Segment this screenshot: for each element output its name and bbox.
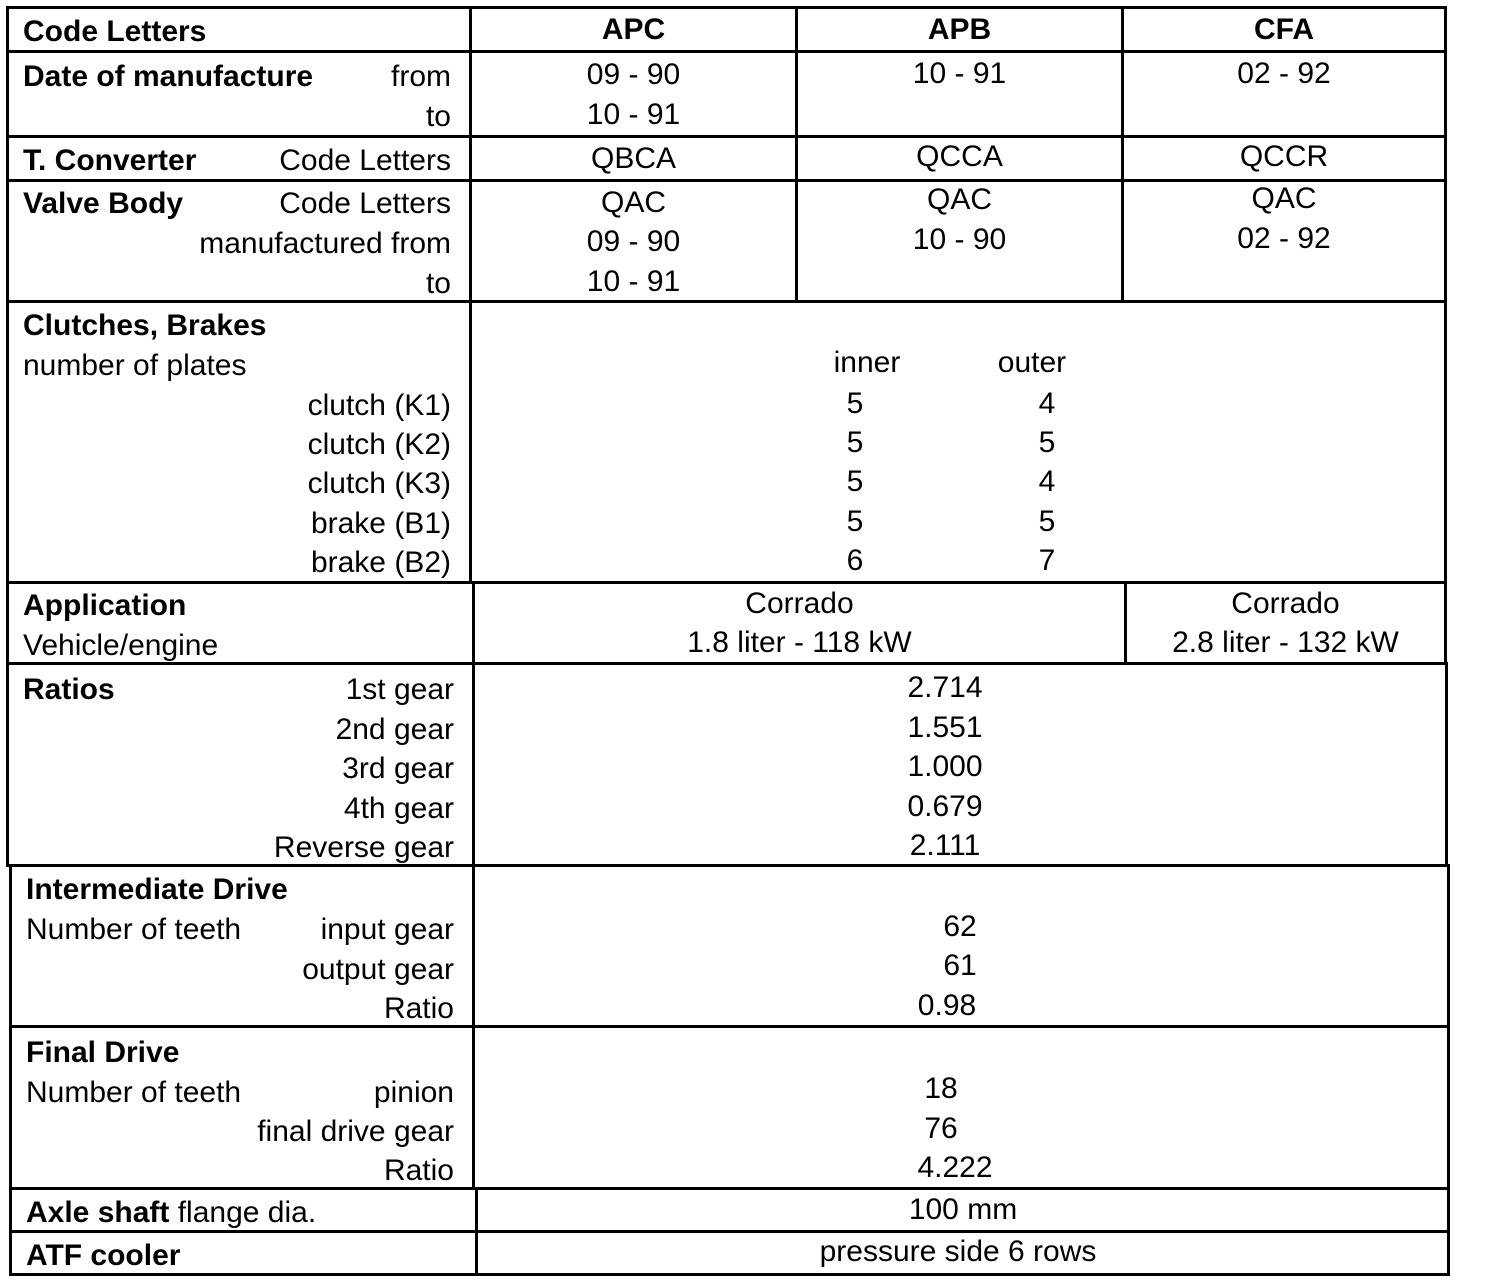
clutches-brakes-label: Clutches, Brakes xyxy=(23,309,267,342)
converter-label-cell xyxy=(6,135,472,182)
final-drive-gear-label: final drive gear xyxy=(257,1115,454,1148)
brake-b1-label: brake (B1) xyxy=(310,507,451,540)
ratios-label-cell xyxy=(6,662,475,867)
b2-outer: 7 xyxy=(1038,544,1056,577)
atf-label-cell xyxy=(9,1230,478,1276)
valve-cfa-cell xyxy=(1121,179,1447,303)
gear-3rd-label: 3rd gear xyxy=(342,752,454,785)
axle-shaft-label-rest: flange dia. xyxy=(169,1196,317,1229)
converter-sublabel: Code Letters xyxy=(279,144,451,177)
k3-outer: 4 xyxy=(1038,465,1056,498)
date-label-cell xyxy=(6,50,472,138)
application-right-vehicle: Corrado xyxy=(1231,587,1340,620)
ratios-label: Ratios xyxy=(23,673,115,706)
number-of-plates-label: number of plates xyxy=(23,349,247,382)
code-cfa-cell xyxy=(1121,6,1447,53)
b2-inner: 6 xyxy=(846,544,864,577)
final-drive-label: Final Drive xyxy=(26,1036,180,1069)
intermediate-teeth-label: Number of teeth xyxy=(26,913,242,946)
outer-column-header: outer xyxy=(997,346,1067,379)
axle-value-cell xyxy=(475,1187,1450,1233)
code-letters-label-cell xyxy=(6,6,472,53)
valve-cfa-code: QAC xyxy=(1251,182,1317,215)
k2-outer: 5 xyxy=(1038,426,1056,459)
clutch-k2-label: clutch (K2) xyxy=(307,428,451,461)
input-gear-label: input gear xyxy=(320,913,454,946)
final-drive-label-cell xyxy=(9,1025,475,1190)
converter-cfa-cell xyxy=(1121,135,1447,182)
date-to-label: to xyxy=(425,100,451,133)
valve-apb-from: 10 - 90 xyxy=(912,223,1007,256)
ratio-2nd: 1.551 xyxy=(907,711,983,744)
code-apb-cell xyxy=(795,6,1124,53)
date-cfa-cell xyxy=(1121,50,1447,138)
ratio-4th: 0.679 xyxy=(907,790,983,823)
application-label: Application xyxy=(23,589,187,622)
date-apb-from: 10 - 91 xyxy=(912,57,1007,90)
intermediate-values-cell xyxy=(472,864,1450,1028)
b1-inner: 5 xyxy=(846,505,864,538)
valve-body-label: Valve Body xyxy=(23,187,184,220)
clutches-label-cell xyxy=(6,300,472,584)
atf-cooler-value: pressure side 6 rows xyxy=(819,1235,1097,1268)
final-ratio-label: Ratio xyxy=(383,1154,454,1187)
valve-cfa-from: 02 - 92 xyxy=(1237,222,1331,255)
clutch-k3-label: clutch (K3) xyxy=(307,467,451,500)
valve-to-label: to xyxy=(425,267,451,300)
k2-inner: 5 xyxy=(846,426,864,459)
intermediate-drive-label: Intermediate Drive xyxy=(26,873,288,906)
vehicle-engine-label: Vehicle/engine xyxy=(23,629,219,662)
date-cfa-from: 02 - 92 xyxy=(1237,57,1331,90)
ratio-reverse: 2.111 xyxy=(909,829,981,862)
converter-apb: QCCA xyxy=(916,140,1003,173)
k1-inner: 5 xyxy=(846,387,864,420)
converter-apb-cell xyxy=(795,135,1124,182)
application-left-engine: 1.8 liter - 118 kW xyxy=(687,626,912,659)
valve-manufactured-from-label: manufactured from xyxy=(199,227,451,260)
intermediate-label-cell xyxy=(9,864,475,1028)
input-gear-teeth: 62 xyxy=(943,910,977,943)
output-gear-teeth: 61 xyxy=(943,949,977,982)
date-apc-to: 10 - 91 xyxy=(586,98,681,131)
inner-column-header: inner xyxy=(833,346,901,379)
pinion-teeth: 18 xyxy=(924,1072,958,1105)
valve-body-sublabel: Code Letters xyxy=(279,187,451,220)
pinion-label: pinion xyxy=(373,1076,454,1109)
code-apb: APB xyxy=(927,13,992,46)
application-right-engine: 2.8 liter - 132 kW xyxy=(1172,626,1399,659)
converter-label: T. Converter xyxy=(23,144,197,177)
intermediate-ratio-label: Ratio xyxy=(383,992,454,1025)
b1-outer: 5 xyxy=(1038,505,1056,538)
ratio-1st: 2.714 xyxy=(907,671,983,704)
valve-apb-code: QAC xyxy=(926,183,992,216)
axle-flange-diameter: 100 mm xyxy=(908,1193,1018,1226)
valve-body-label-cell xyxy=(6,179,472,303)
date-apc-from: 09 - 90 xyxy=(586,58,681,91)
valve-apc-to: 10 - 91 xyxy=(586,265,681,298)
axle-shaft-label-bold: Axle shaft xyxy=(26,1196,170,1229)
code-apc: APC xyxy=(601,13,666,46)
k1-outer: 4 xyxy=(1038,387,1056,420)
valve-apc-cell xyxy=(469,179,798,303)
axle-label-cell xyxy=(9,1187,478,1233)
gear-1st-label: 1st gear xyxy=(345,673,454,706)
final-drive-gear-teeth: 76 xyxy=(924,1112,958,1145)
code-letters-label: Code Letters xyxy=(23,15,207,48)
axle-shaft-label xyxy=(26,1196,457,1230)
clutch-k1-label: clutch (K1) xyxy=(307,389,451,422)
date-apc-cell xyxy=(469,50,798,138)
gear-reverse-label: Reverse gear xyxy=(273,831,454,864)
date-from-label: from xyxy=(391,60,451,93)
valve-apc-from: 09 - 90 xyxy=(586,225,681,258)
application-right-cell xyxy=(1124,581,1447,665)
final-teeth-label: Number of teeth xyxy=(26,1076,242,1109)
code-cfa: CFA xyxy=(1254,13,1314,46)
valve-apb-cell xyxy=(795,179,1124,303)
atf-value-cell xyxy=(475,1230,1450,1276)
ratios-values-cell xyxy=(472,662,1448,867)
final-drive-values-cell xyxy=(472,1025,1450,1190)
date-apb-cell xyxy=(795,50,1124,138)
output-gear-label: output gear xyxy=(302,953,454,986)
clutches-values-cell xyxy=(469,300,1447,584)
application-label-cell xyxy=(6,581,475,665)
brake-b2-label: brake (B2) xyxy=(310,546,451,579)
valve-apc-code: QAC xyxy=(600,186,666,219)
application-left-vehicle: Corrado xyxy=(745,587,854,620)
intermediate-ratio-value: 0.98 xyxy=(917,989,977,1022)
converter-cfa: QCCR xyxy=(1239,140,1329,173)
date-of-manufacture-label: Date of manufacture xyxy=(23,60,314,93)
code-apc-cell xyxy=(469,6,798,53)
final-ratio-value: 4.222 xyxy=(917,1151,993,1184)
converter-apc-cell xyxy=(469,135,798,182)
k3-inner: 5 xyxy=(846,465,864,498)
ratio-3rd: 1.000 xyxy=(907,750,983,783)
atf-cooler-label: ATF cooler xyxy=(26,1239,181,1272)
application-left-cell xyxy=(472,581,1127,665)
gear-4th-label: 4th gear xyxy=(343,792,454,825)
gear-2nd-label: 2nd gear xyxy=(335,713,454,746)
converter-apc: QBCA xyxy=(590,142,677,175)
